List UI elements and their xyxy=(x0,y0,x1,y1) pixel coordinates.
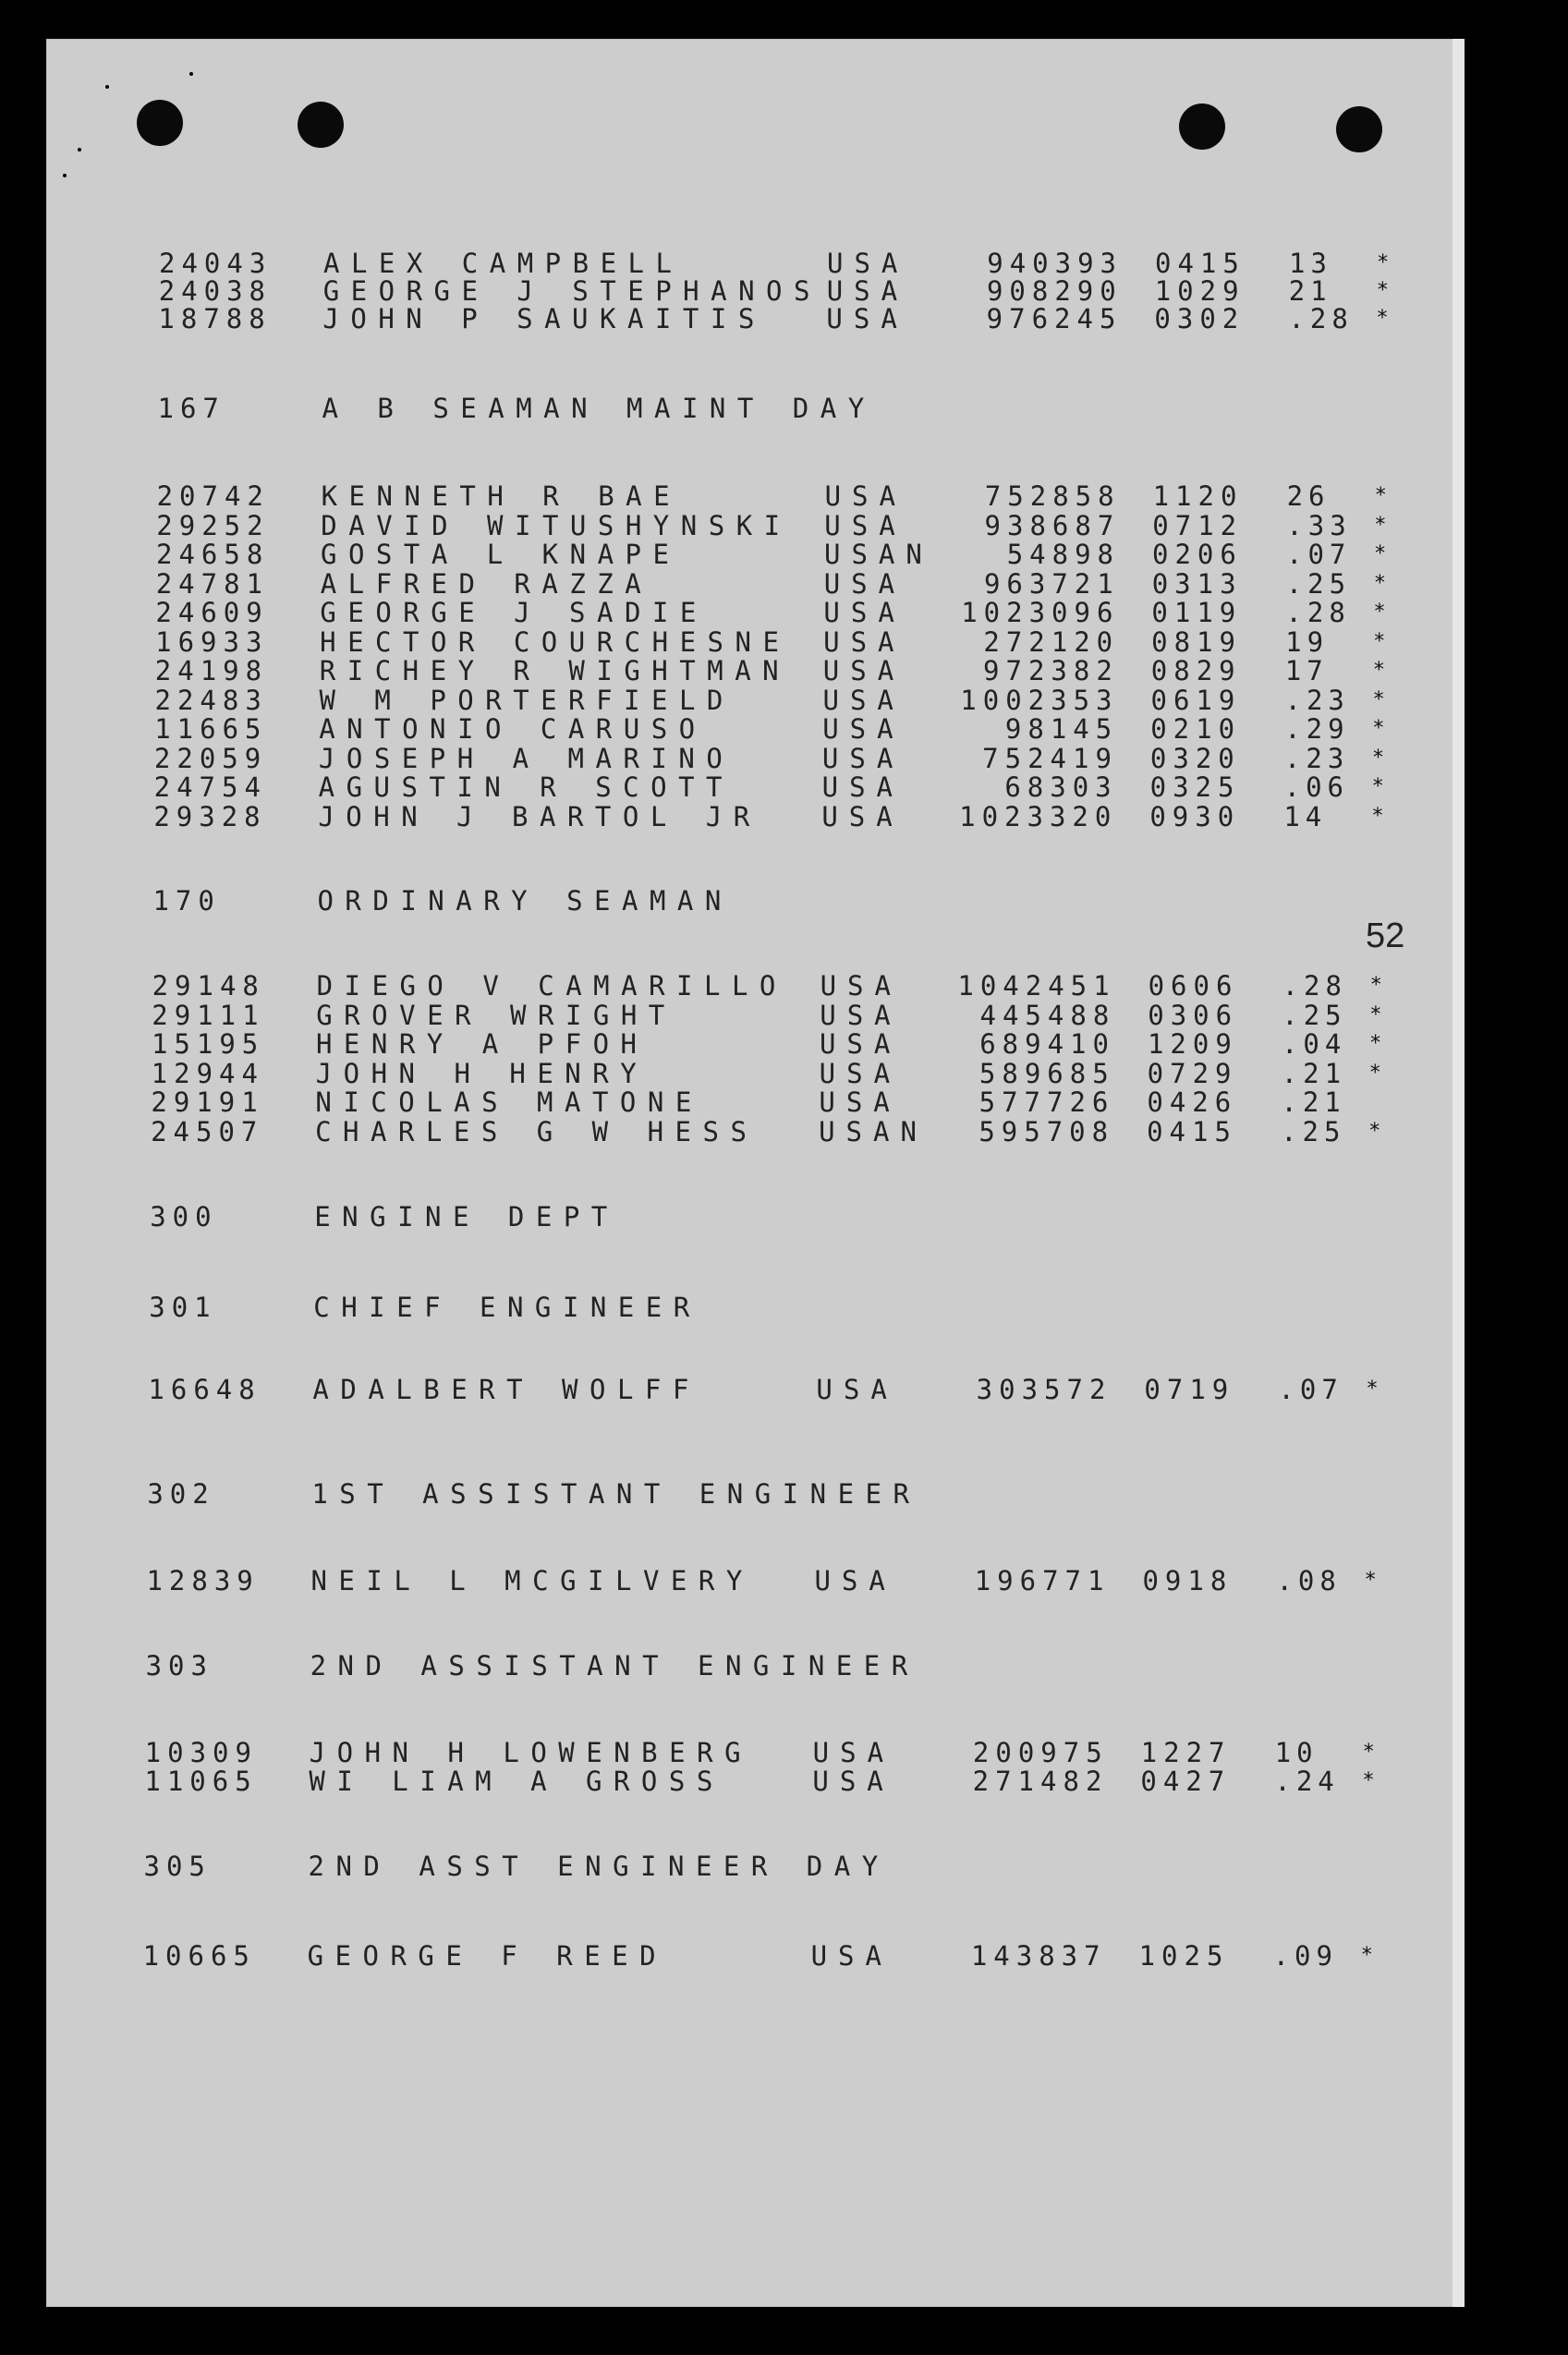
section-title: CHIEF ENGINEER xyxy=(313,1292,701,1323)
asterisk-mark: * xyxy=(1362,1769,1375,1792)
table-row xyxy=(0,713,1568,745)
citizenship: USA xyxy=(810,1940,893,1972)
citizenship: USAN xyxy=(824,539,933,570)
citizenship: USA xyxy=(822,684,905,716)
employee-id: 15195 xyxy=(151,1028,265,1060)
employee-name: GEORGE F REED xyxy=(307,1940,668,1972)
table-row xyxy=(0,480,1568,512)
employee-name: KENNETH R BAE xyxy=(321,480,682,512)
date-code: 0819 xyxy=(1151,625,1242,658)
employee-name: ALEX CAMPBELL xyxy=(323,248,684,279)
citizenship: USA xyxy=(823,567,906,600)
asterisk-mark: * xyxy=(1362,1741,1375,1764)
section-header xyxy=(0,1478,1568,1508)
asterisk-mark: * xyxy=(1369,974,1382,997)
section-header xyxy=(0,1292,1568,1321)
employee-id: 24507 xyxy=(151,1115,264,1147)
record-number: 689410 xyxy=(979,1028,1115,1060)
asterisk-mark: * xyxy=(1369,1002,1382,1026)
table-row xyxy=(0,539,1568,570)
date-code: 0729 xyxy=(1147,1057,1238,1089)
employee-name: JOHN J BARTOL JR xyxy=(318,800,761,832)
rate-value: .07 xyxy=(1278,1374,1343,1405)
citizenship: USAN xyxy=(819,1115,928,1147)
employee-id: 10665 xyxy=(142,1940,256,1972)
rate-value: .07 xyxy=(1286,539,1352,570)
asterisk-mark: * xyxy=(1366,1378,1379,1401)
employee-id: 29111 xyxy=(152,999,265,1031)
record-number: 196771 xyxy=(974,1565,1111,1596)
record-number: 303572 xyxy=(976,1374,1112,1405)
record-number: 752419 xyxy=(982,742,1118,774)
date-code: 0427 xyxy=(1140,1766,1232,1797)
rate-value: .28 xyxy=(1282,970,1347,1001)
asterisk-mark: * xyxy=(1368,1119,1381,1143)
rate-value: 10 xyxy=(1274,1737,1319,1768)
citizenship: USA xyxy=(812,1737,895,1768)
table-row xyxy=(0,742,1568,774)
employee-id: 29328 xyxy=(153,800,267,832)
record-number: 1023320 xyxy=(959,800,1118,832)
section-title: 1ST ASSISTANT ENGINEER xyxy=(311,1478,921,1510)
section-title: ENGINE DEPT xyxy=(314,1201,619,1232)
employee-id: 12944 xyxy=(151,1057,264,1089)
section-code: 302 xyxy=(147,1478,215,1510)
employee-name: JOHN H HENRY xyxy=(315,1057,649,1089)
rate-value: .25 xyxy=(1282,999,1347,1031)
table-row xyxy=(0,771,1568,803)
employee-id: 22059 xyxy=(153,742,268,774)
record-number: 1042451 xyxy=(957,970,1116,1001)
citizenship: USA xyxy=(820,999,902,1031)
employee-id: 11065 xyxy=(144,1766,258,1797)
employee-id: 24658 xyxy=(156,539,270,570)
record-number: 68303 xyxy=(1004,771,1118,803)
employee-id: 10309 xyxy=(144,1737,258,1768)
table-row xyxy=(0,1940,1568,1972)
employee-name: WI LIAM A GROSS xyxy=(309,1766,724,1797)
date-code: 0415 xyxy=(1147,1115,1237,1147)
section-header xyxy=(0,1851,1568,1880)
date-code: 0829 xyxy=(1150,655,1242,686)
employee-name: HECTOR COURCHESNE xyxy=(320,625,791,658)
employee-name: RICHEY R WIGHTMAN xyxy=(319,655,791,686)
employee-name: GEORGE J SADIE xyxy=(320,597,708,628)
date-code: 0302 xyxy=(1154,303,1246,334)
rate-value: .33 xyxy=(1286,509,1352,541)
table-row xyxy=(0,999,1568,1031)
employee-name: GEORGE J STEPHANOS xyxy=(322,275,821,307)
asterisk-mark: * xyxy=(1376,307,1389,330)
record-number: 938687 xyxy=(984,509,1121,541)
asterisk-mark: * xyxy=(1376,279,1389,302)
date-code: 0930 xyxy=(1149,800,1241,832)
employee-id: 22483 xyxy=(154,684,268,716)
employee-id: 29148 xyxy=(152,970,265,1001)
citizenship: USA xyxy=(820,970,902,1001)
date-code: 1029 xyxy=(1154,275,1246,307)
table-row xyxy=(0,970,1568,1001)
rate-value: 17 xyxy=(1284,655,1329,686)
asterisk-mark: * xyxy=(1374,484,1387,507)
table-row xyxy=(0,1028,1568,1060)
citizenship: USA xyxy=(824,480,906,512)
date-code: 0619 xyxy=(1150,684,1242,716)
asterisk-mark: * xyxy=(1374,542,1387,565)
date-code: 0712 xyxy=(1152,509,1244,541)
employee-name: NEIL L MCGILVERY xyxy=(310,1565,754,1596)
date-code: 0719 xyxy=(1144,1374,1235,1405)
citizenship: USA xyxy=(821,771,904,803)
asterisk-mark: * xyxy=(1373,629,1386,653)
citizenship: USA xyxy=(822,713,905,745)
rate-value: .23 xyxy=(1283,742,1350,774)
section-title: 2ND ASSISTANT ENGINEER xyxy=(310,1650,919,1681)
employee-id: 24781 xyxy=(155,567,270,600)
section-title: A B SEAMAN MAINT DAY xyxy=(322,393,876,424)
employee-name: ANTONIO CARUSO xyxy=(319,713,707,745)
record-number: 1023096 xyxy=(961,597,1120,628)
asterisk-mark: * xyxy=(1360,1944,1373,1967)
employee-id: 24038 xyxy=(158,275,273,307)
citizenship: USA xyxy=(816,1374,898,1405)
record-number: 972382 xyxy=(983,655,1119,686)
citizenship: USA xyxy=(819,1057,902,1089)
rate-value: .29 xyxy=(1284,713,1350,745)
rate-value: .25 xyxy=(1281,1115,1346,1147)
employee-id: 24754 xyxy=(153,771,267,803)
employee-name: NICOLAS MATONE xyxy=(315,1086,703,1118)
table-row xyxy=(0,1737,1568,1768)
section-title: ORDINARY SEAMAN xyxy=(317,885,733,917)
citizenship: USA xyxy=(827,248,909,279)
table-row xyxy=(0,684,1568,716)
section-code: 303 xyxy=(145,1650,213,1681)
table-row xyxy=(0,303,1568,334)
employee-id: 11665 xyxy=(154,713,268,745)
section-code: 300 xyxy=(150,1201,218,1232)
asterisk-mark: * xyxy=(1372,717,1385,740)
citizenship: USA xyxy=(821,742,905,774)
table-row xyxy=(0,1057,1568,1089)
date-code: 0415 xyxy=(1155,248,1246,279)
rate-value: .28 xyxy=(1285,597,1351,628)
employee-name: JOSEPH A MARINO xyxy=(318,742,735,774)
record-number: 272120 xyxy=(983,625,1120,658)
date-code: 1227 xyxy=(1140,1737,1232,1768)
employee-id: 24609 xyxy=(155,597,269,628)
date-code: 0313 xyxy=(1151,567,1243,600)
rate-value: .09 xyxy=(1272,1940,1338,1972)
date-code: 1025 xyxy=(1138,1940,1230,1972)
table-row xyxy=(0,509,1568,541)
employee-id: 24043 xyxy=(159,248,273,279)
record-number: 752858 xyxy=(984,480,1121,512)
citizenship: USA xyxy=(812,1766,894,1797)
date-code: 0320 xyxy=(1149,742,1241,774)
citizenship: USA xyxy=(822,655,906,686)
citizenship: USA xyxy=(823,597,906,628)
section-code: 301 xyxy=(149,1292,217,1323)
date-code: 0119 xyxy=(1151,597,1243,628)
table-row xyxy=(0,800,1568,832)
citizenship: USA xyxy=(823,625,906,658)
asterisk-mark: * xyxy=(1364,1569,1377,1592)
record-number: 54898 xyxy=(1006,539,1121,570)
record-number: 577726 xyxy=(978,1086,1115,1118)
section-code: 167 xyxy=(157,393,225,424)
date-code: 1120 xyxy=(1152,480,1244,512)
date-code: 0325 xyxy=(1149,771,1241,803)
employee-id: 24198 xyxy=(154,655,269,686)
employee-name: HENRY A PFOH xyxy=(315,1028,649,1060)
citizenship: USA xyxy=(826,303,908,334)
employee-name: JOHN P SAUKAITIS xyxy=(322,303,766,334)
asterisk-mark: * xyxy=(1371,746,1385,770)
section-code: 170 xyxy=(152,885,221,917)
rate-value: .04 xyxy=(1281,1028,1347,1060)
date-code: 0210 xyxy=(1150,713,1242,745)
section-header xyxy=(0,1650,1568,1680)
employee-name: DAVID WITUSHYNSKI xyxy=(321,509,792,541)
record-number: 445488 xyxy=(979,999,1116,1031)
date-code: 1209 xyxy=(1147,1028,1238,1060)
employee-id: 16933 xyxy=(155,625,269,658)
section-header xyxy=(0,885,1568,915)
asterisk-mark: * xyxy=(1372,659,1386,682)
table-row xyxy=(0,597,1568,628)
rate-value: .08 xyxy=(1276,1565,1342,1596)
record-number: 200975 xyxy=(972,1737,1109,1768)
table-row xyxy=(0,567,1568,600)
record-number: 908290 xyxy=(986,275,1123,307)
rate-value: 21 xyxy=(1288,275,1332,307)
table-row xyxy=(0,1565,1568,1596)
record-number: 143837 xyxy=(970,1940,1107,1972)
asterisk-mark: * xyxy=(1368,1032,1382,1055)
asterisk-mark: * xyxy=(1371,775,1384,798)
employee-name: JOHN H LOWENBERG xyxy=(309,1737,753,1768)
date-code: 0426 xyxy=(1147,1086,1238,1118)
table-row xyxy=(0,1086,1568,1118)
rate-value: .06 xyxy=(1283,771,1349,803)
section-header xyxy=(0,1201,1568,1231)
rate-value: .23 xyxy=(1284,684,1350,716)
employee-id: 29191 xyxy=(151,1086,264,1118)
employee-name: CHARLES G W HESS xyxy=(315,1115,759,1147)
employee-id: 20742 xyxy=(156,480,270,512)
record-number: 1002353 xyxy=(960,684,1119,716)
employee-name: ADALBERT WOLFF xyxy=(312,1374,700,1405)
section-code: 305 xyxy=(143,1851,212,1882)
rate-value: .24 xyxy=(1274,1766,1340,1797)
record-number: 963721 xyxy=(983,567,1120,600)
table-row xyxy=(0,275,1568,307)
record-number: 589685 xyxy=(978,1057,1115,1089)
table-row xyxy=(0,1374,1568,1405)
table-row xyxy=(0,625,1568,658)
date-code: 0918 xyxy=(1142,1565,1234,1596)
employee-id: 18788 xyxy=(158,303,272,334)
asterisk-mark: * xyxy=(1377,251,1390,274)
date-code: 0606 xyxy=(1148,970,1239,1001)
rate-value: 26 xyxy=(1286,480,1331,512)
asterisk-mark: * xyxy=(1371,804,1384,828)
table-row xyxy=(0,1766,1568,1797)
record-number: 98145 xyxy=(1004,713,1119,745)
table-row xyxy=(0,1115,1568,1147)
employee-id: 12839 xyxy=(146,1565,260,1596)
citizenship: USA xyxy=(821,800,904,832)
asterisk-mark: * xyxy=(1373,571,1386,595)
citizenship: USA xyxy=(814,1565,896,1596)
asterisk-mark: * xyxy=(1374,513,1387,537)
rate-value: .25 xyxy=(1285,567,1352,600)
asterisk-mark: * xyxy=(1373,601,1386,624)
employee-name: W M PORTERFIELD xyxy=(319,684,735,716)
date-code: 0206 xyxy=(1152,539,1243,570)
employee-name: GROVER WRIGHT xyxy=(316,999,676,1031)
section-header xyxy=(0,393,1568,422)
citizenship: USA xyxy=(819,1028,902,1060)
rate-value: 14 xyxy=(1283,800,1328,832)
date-code: 0306 xyxy=(1148,999,1239,1031)
asterisk-mark: * xyxy=(1372,687,1385,711)
rate-value: 19 xyxy=(1285,625,1330,658)
section-title: 2ND ASST ENGINEER DAY xyxy=(308,1851,890,1882)
employee-name: GOSTA L KNAPE xyxy=(321,539,681,570)
employee-id: 16648 xyxy=(148,1374,261,1405)
rate-value: .28 xyxy=(1288,303,1354,334)
employee-name: AGUSTIN R SCOTT xyxy=(318,771,735,803)
rate-value: .21 xyxy=(1281,1086,1346,1118)
table-row xyxy=(0,248,1568,279)
asterisk-mark: * xyxy=(1368,1061,1381,1085)
citizenship: USA xyxy=(826,275,909,307)
employee-name: DIEGO V CAMARILLO xyxy=(316,970,787,1001)
record-number: 595708 xyxy=(978,1115,1115,1147)
table-row xyxy=(0,655,1568,686)
employee-id: 29252 xyxy=(156,509,270,541)
citizenship: USA xyxy=(819,1086,901,1118)
rate-value: 13 xyxy=(1289,248,1332,279)
page-number: 52 xyxy=(1366,917,1405,955)
citizenship: USA xyxy=(824,509,906,541)
rate-value: .21 xyxy=(1281,1057,1347,1089)
record-number: 940393 xyxy=(987,248,1123,279)
record-number: 271482 xyxy=(972,1766,1109,1797)
employee-name: ALFRED RAZZA xyxy=(320,567,653,600)
record-number: 976245 xyxy=(986,303,1123,334)
